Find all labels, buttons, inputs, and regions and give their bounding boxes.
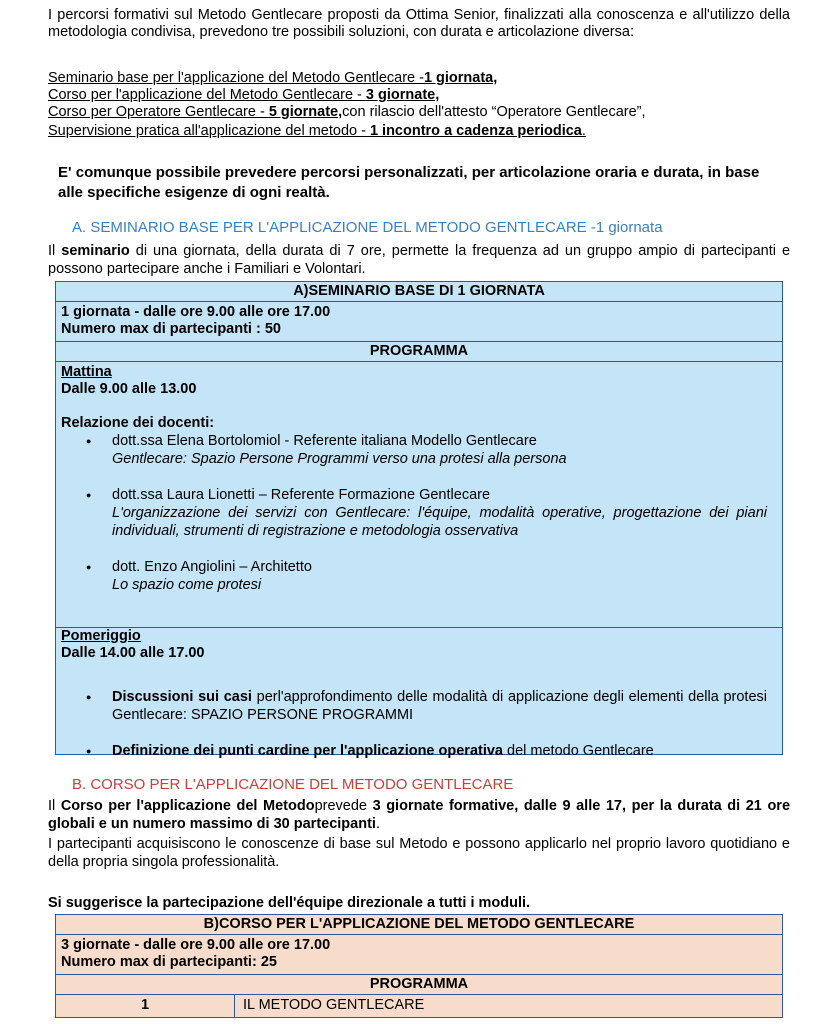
custom-paths-note: E' comunque possibile prevedere percorsi personalizzati, per articolazione oraria e durata, in base alle specifiche esigenze di ogni realtà. <box>58 164 760 201</box>
option-seminario: Seminario base per l'applicazione del Metodo Gentlecare -1 giornata, <box>48 70 498 86</box>
morning-label: Mattina <box>61 364 112 380</box>
seminario-programma-header: PROGRAMMA <box>56 342 782 362</box>
section-b-paragraph-2: I partecipanti acquisiscono le conoscenze di base sul Metodo e possono applicarlo nel proprio lavoro quotidiano e della propria singola professionalità. <box>48 836 790 870</box>
corso-table-info: 3 giornate - dalle ore 9.00 alle ore 17.00 Numero max di partecipanti: 25 <box>56 935 782 975</box>
section-a-heading: A. SEMINARIO BASE PER L'APPLICAZIONE DEL METODO GENTLECARE -1 giornata <box>72 219 663 236</box>
afternoon-time: Dalle 14.00 alle 17.00 <box>61 645 205 661</box>
speakers-label: Relazione dei docenti: <box>61 415 215 431</box>
module-row <box>56 995 782 1017</box>
section-a-paragraph: Il seminario di una giornata, della durata di 7 ore, permette la frequenza ad un gruppo ampio di partecipanti e possono partecipare anche i Familiari e Volontari. <box>48 243 791 277</box>
module-number: 1 <box>140 997 150 1013</box>
module-name: IL METODO GENTLECARE <box>234 995 424 1017</box>
afternoon-label: Pomeriggio <box>61 628 141 644</box>
section-b-heading: B. CORSO PER L'APPLICAZIONE DEL METODO GENTLECARE <box>72 776 514 793</box>
seminario-table <box>55 281 783 759</box>
seminario-table-info: 1 giornata - dalle ore 9.00 alle ore 17.00 Numero max di partecipanti : 50 <box>56 302 782 342</box>
corso-programma-header: PROGRAMMA <box>56 975 782 995</box>
corso-table <box>55 914 783 1018</box>
section-b-paragraph-1: Il Corso per l'applicazione del Metodoprevede 3 giornate formative, dalle 9 alle 17, per la durata di 21 ore globali e un numero massimo di 30 partecipanti. <box>48 798 791 832</box>
section-b-suggestion: Si suggerisce la partecipazione dell'équipe direzionale a tutti i moduli. <box>48 895 531 911</box>
speaker-item: ● dott.ssa Elena Bortolomiol - Referente italiana Modello Gentlecare Gentlecare: Spazio Persone Programmi verso una protesi alla persona <box>56 432 767 468</box>
activity-item: ● Discussioni sui casi perl'approfondimento delle modalità di applicazione degli elementi della protesi Gentlecare: SPAZIO PERSONE PROGRAMMI <box>56 688 767 724</box>
option-corso: Corso per l'applicazione del Metodo Gentlecare - 3 giornate, <box>48 87 440 103</box>
option-supervisione: Supervisione pratica all'applicazione del metodo - 1 incontro a cadenza periodica. <box>48 123 586 139</box>
afternoon-section <box>56 628 782 760</box>
morning-section <box>56 362 782 628</box>
option-operatore: Corso per Operatore Gentlecare - 5 giornate,con rilascio dell'attesto “Operatore Gentlecare”, <box>48 104 646 120</box>
seminario-table-title: A)SEMINARIO BASE DI 1 GIORNATA <box>56 282 782 302</box>
speaker-item: ● dott. Enzo Angiolini – Architetto Lo spazio come protesi <box>56 558 767 594</box>
morning-time: Dalle 9.00 alle 13.00 <box>61 381 197 397</box>
corso-table-title: B)CORSO PER L'APPLICAZIONE DEL METODO GENTLECARE <box>56 915 782 935</box>
speaker-item: ● dott.ssa Laura Lionetti – Referente Formazione Gentlecare L'organizzazione dei servizi con Gentlecare: l'équipe, modalità operative, progettazione dei piani individuali, strumenti di registrazione e metodologia osservativa <box>56 486 767 540</box>
intro-paragraph: I percorsi formativi sul Metodo Gentlecare proposti da Ottima Senior, finalizzati alla conoscenza e all'utilizzo della metodologia condivisa, prevedono tre possibili soluzioni, con durata e articolazione diversa: <box>48 7 790 40</box>
activity-item: ● Definizione dei punti cardine per l'applicazione operativa del metodo Gentlecare <box>56 742 767 760</box>
